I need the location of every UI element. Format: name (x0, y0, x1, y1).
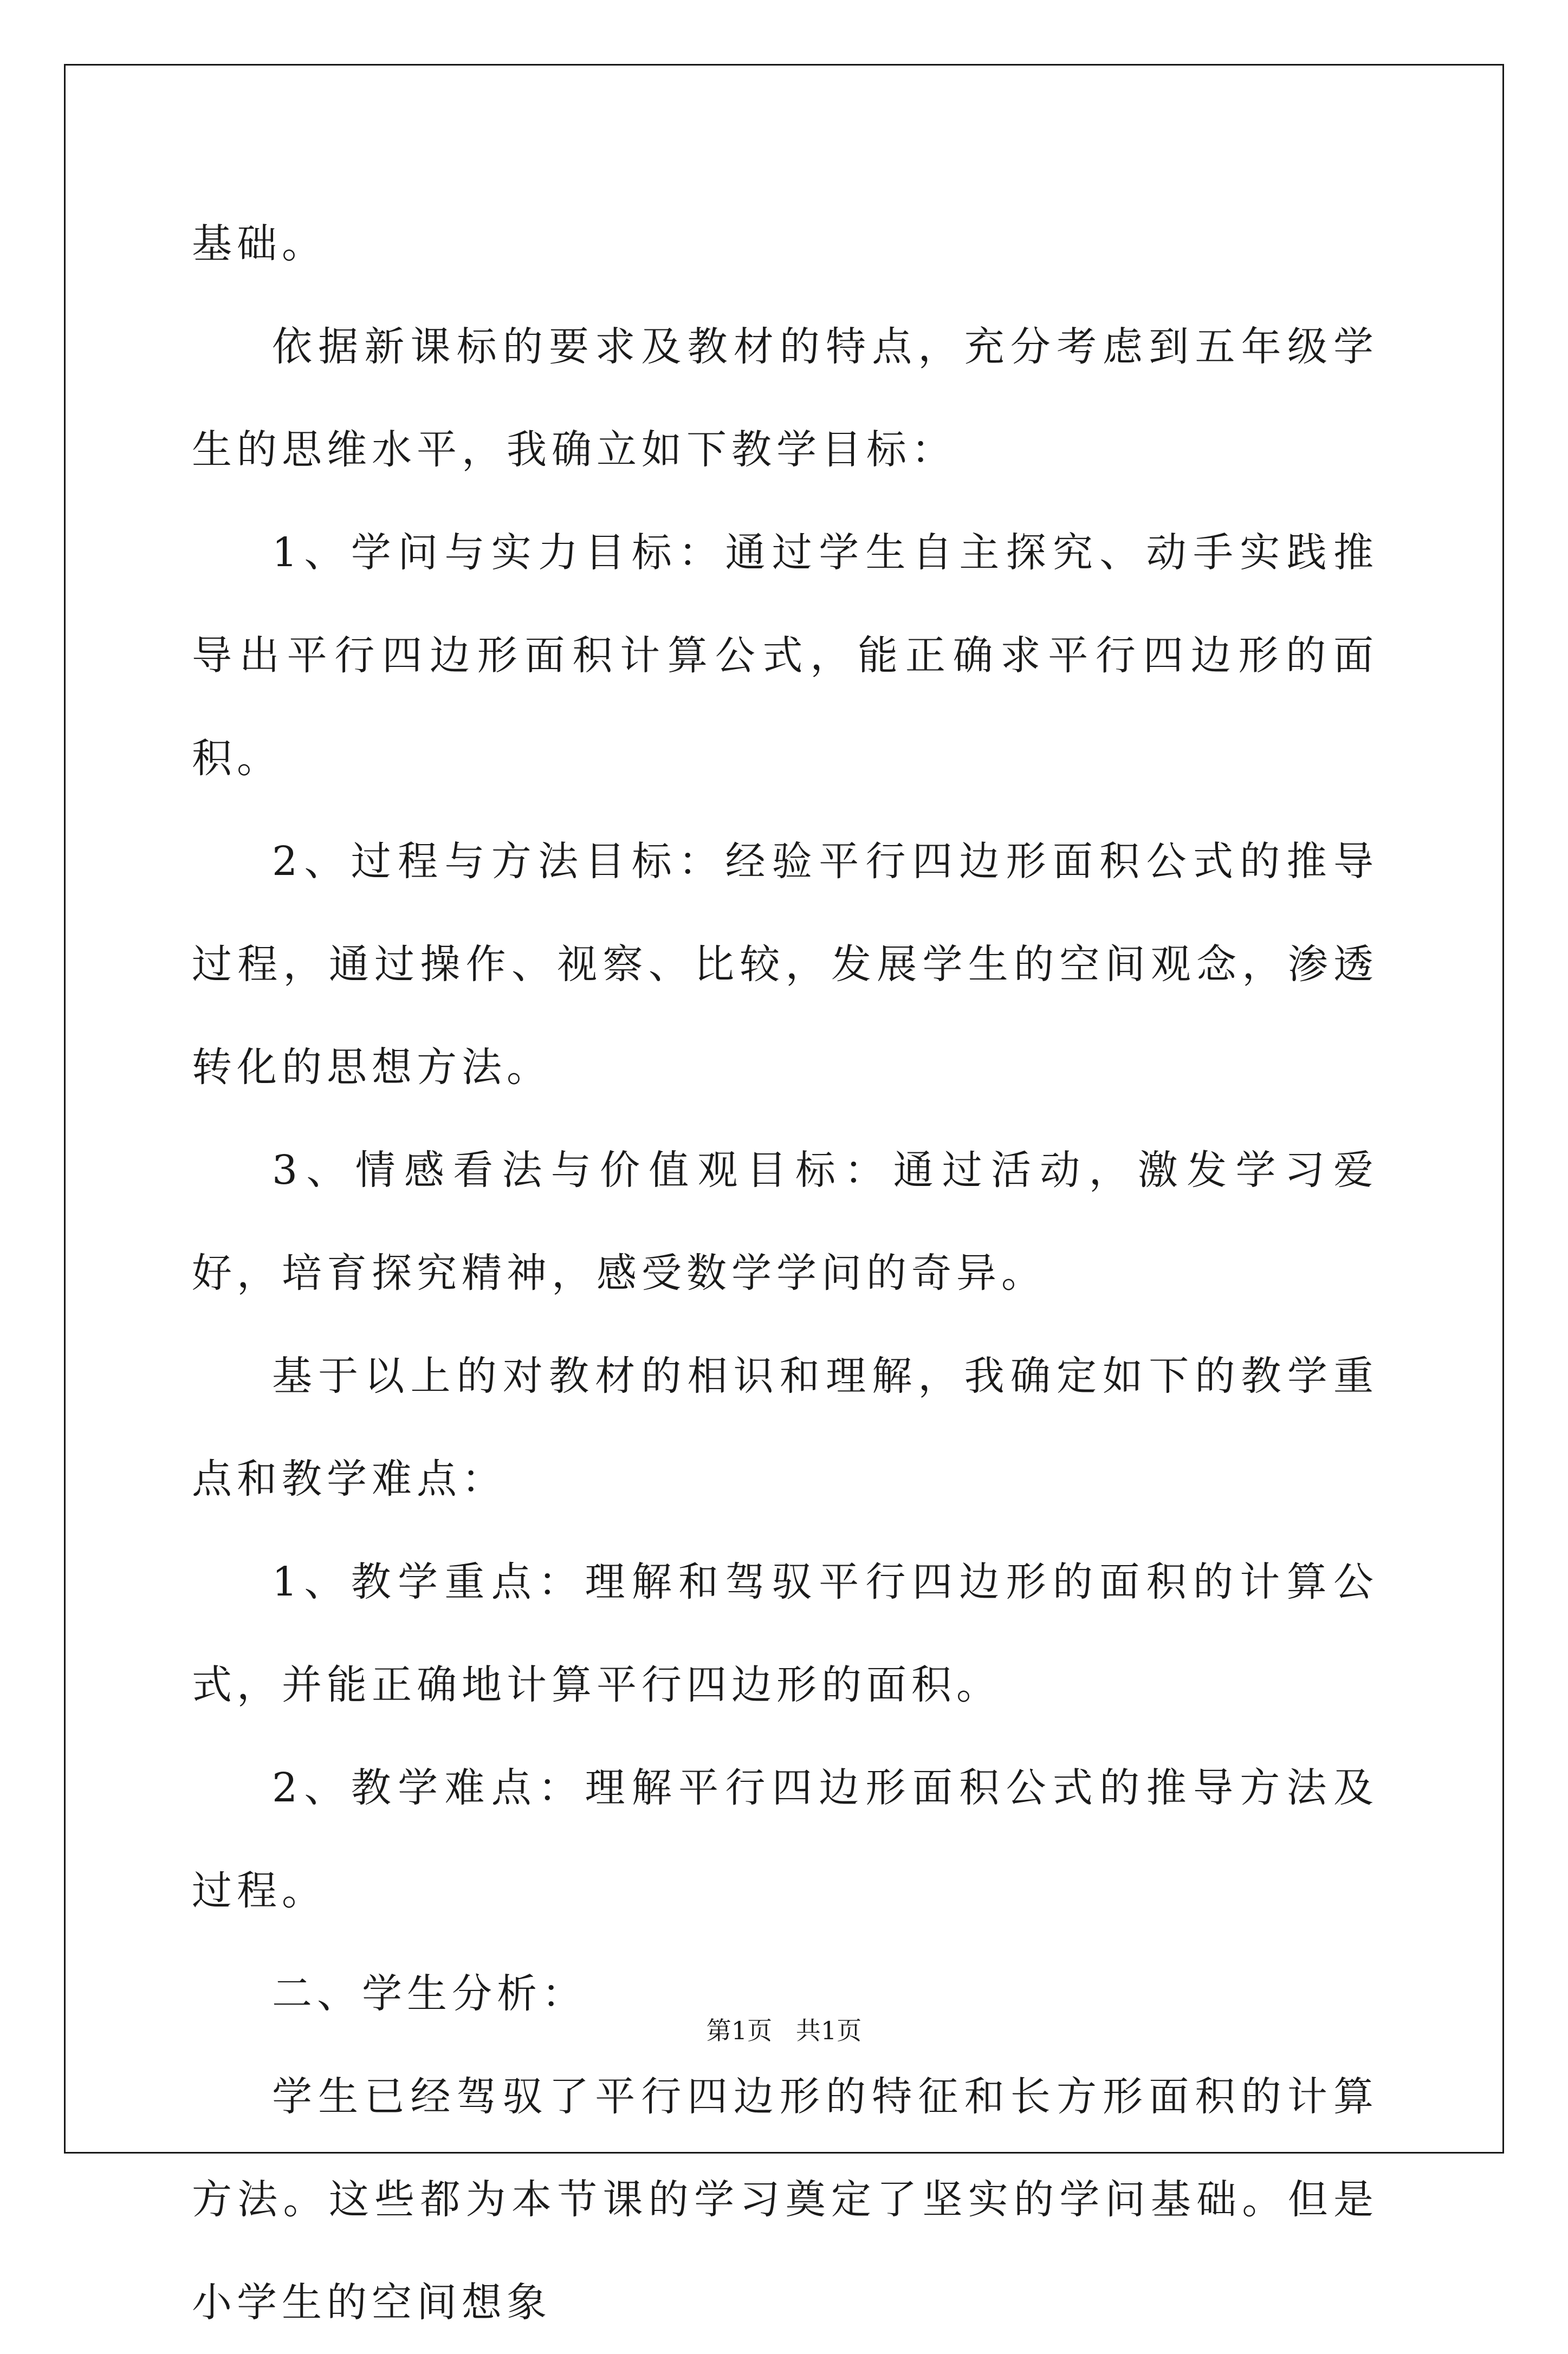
paragraph: 2、过程与方法目标：经验平行四边形面积公式的推导过程，通过操作、视察、比较，发展学生的空间观念，渗透转化的思想方法。 (192, 838, 1378, 1091)
section-heading: 二、学生分析： (272, 1970, 587, 2017)
paragraph: 学生已经驾驭了平行四边形的特征和长方形面积的计算方法。这些都为本节课的学习奠定了坚实的学问基础。但是小学生的空间想象 (192, 2073, 1378, 2326)
page-footer: 第1页 共1页 (706, 2016, 862, 2045)
paragraph: 2、教学难点：理解平行四边形面积公式的推导方法及过程。 (192, 1765, 1378, 1914)
paragraph: 3、情感看法与价值观目标：通过活动，激发学习爱好，培育探究精神，感受数学学问的奇异。 (192, 1147, 1378, 1296)
paragraph: 基础。 (192, 221, 327, 267)
paragraph: 基于以上的对教材的相识和理解，我确定如下的教学重点和教学难点： (192, 1353, 1378, 1502)
paragraph: 1、教学重点：理解和驾驭平行四边形的面积的计算公式，并能正确地计算平行四边形的面积。 (192, 1559, 1378, 1708)
paragraph: 依据新课标的要求及教材的特点，充分考虑到五年级学生的思维水平，我确立如下教学目标： (192, 323, 1378, 473)
paragraph: 1、学问与实力目标：通过学生自主探究、动手实践推导出平行四边形面积计算公式，能正确求平行四边形的面积。 (192, 529, 1378, 782)
